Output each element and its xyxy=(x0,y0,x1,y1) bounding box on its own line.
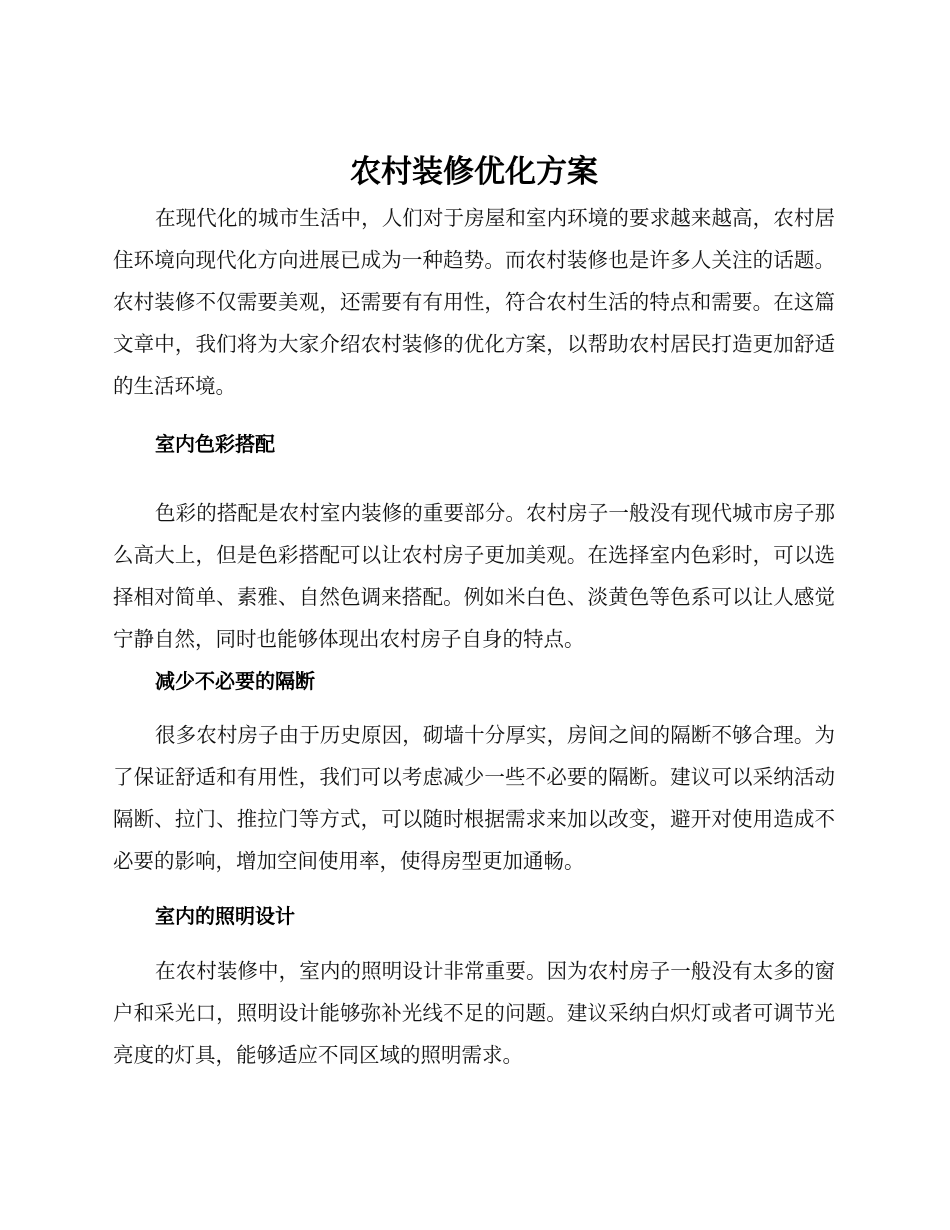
section-heading-color: 室内色彩搭配 xyxy=(155,432,275,456)
section-heading-partition: 减少不必要的隔断 xyxy=(155,669,315,693)
section-heading-lighting: 室内的照明设计 xyxy=(155,904,295,928)
section-body-lighting: 在农村装修中，室内的照明设计非常重要。因为农村房子一般没有太多的窗户和采光口，照明设计能够弥补光线不足的问题。建议采纳白炽灯或者可调节光亮度的灯具，能够适应不同区域的照明需求。 xyxy=(113,959,835,1067)
intro-paragraph: 在现代化的城市生活中，人们对于房屋和室内环境的要求越来越高，农村居住环境向现代化方向进展已成为一种趋势。而农村装修也是许多人关注的话题。农村装修不仅需要美观，还需要有有用性，符合农村生活的特点和需要。在这篇文章中，我们将为大家介绍农村装修的优化方案，以帮助农村居民打造更加舒适的生活环境。 xyxy=(113,206,835,398)
section-body-color: 色彩的搭配是农村室内装修的重要部分。农村房子一般没有现代城市房子那么高大上，但是色彩搭配可以让农村房子更加美观。在选择室内色彩时，可以选择相对简单、素雅、自然色调来搭配。例如米白色、淡黄色等色系可以让人感觉宁静自然，同时也能够体现出农村房子自身的特点。 xyxy=(113,501,835,651)
document-title: 农村装修优化方案 xyxy=(350,154,598,190)
section-body-partition: 很多农村房子由于历史原因，砌墙十分厚实，房间之间的隔断不够合理。为了保证舒适和有用性，我们可以考虑减少一些不必要的隔断。建议可以采纳活动隔断、拉门、推拉门等方式，可以随时根据需求来加以改变，避开对使用造成不必要的影响，增加空间使用率，使得房型更加通畅。 xyxy=(113,723,835,873)
